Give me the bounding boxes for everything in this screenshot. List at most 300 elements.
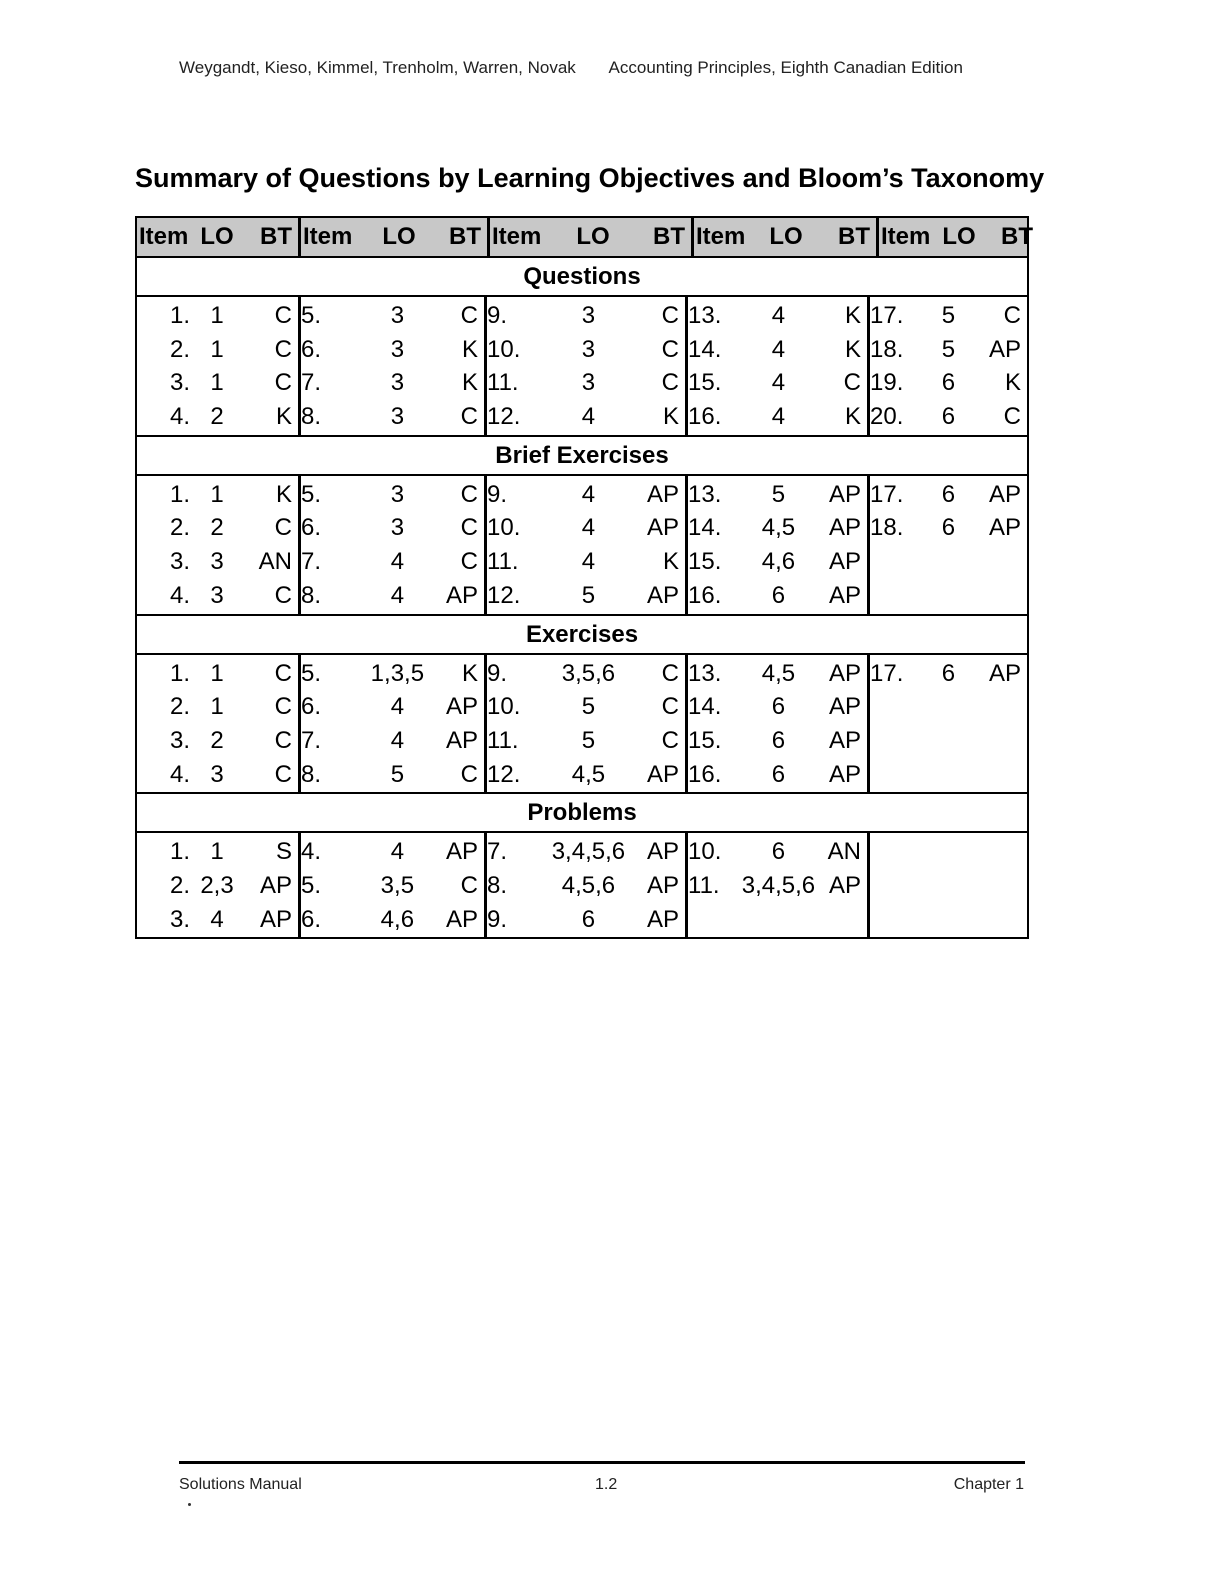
item-number: 1.	[169, 838, 190, 866]
item-number: 18.	[870, 335, 904, 363]
learning-objective: 2	[210, 403, 224, 431]
item-number: 13.	[688, 302, 722, 329]
section-body	[137, 833, 1027, 937]
table-row	[137, 690, 298, 724]
bloom-level: C	[460, 403, 478, 431]
bloom-level: AP	[646, 480, 679, 508]
item-number: 11.	[487, 369, 519, 397]
section-column	[137, 297, 298, 435]
section-column	[867, 655, 1027, 793]
table-row	[137, 657, 298, 691]
table-row	[870, 400, 1027, 434]
bloom-level: K	[461, 659, 478, 687]
section-heading: Problems	[137, 794, 1027, 833]
table-header-row	[137, 218, 1033, 258]
header-lo: LO	[200, 223, 234, 250]
table-row	[137, 478, 298, 512]
section-heading: Brief Exercises	[137, 437, 1027, 476]
learning-objective: 5	[581, 693, 596, 721]
bloom-level: AP	[445, 581, 478, 609]
bloom-level: AP	[445, 838, 478, 866]
table-row	[487, 400, 685, 434]
bloom-level: C	[661, 335, 679, 363]
table-row	[870, 758, 1027, 792]
section-column	[484, 476, 685, 614]
learning-objective: 4	[771, 369, 786, 397]
footer-page-number: 1.2	[595, 1476, 618, 1493]
table-row	[870, 366, 1027, 400]
bloom-level: AP	[828, 726, 861, 754]
section-column	[867, 476, 1027, 614]
header-bt: BT	[1001, 223, 1033, 250]
learning-objective: 3	[210, 581, 224, 609]
learning-objective: 4	[210, 905, 224, 933]
bloom-level: K	[662, 548, 679, 576]
table-row	[487, 511, 685, 545]
bloom-level: AP	[828, 581, 861, 609]
page-title: Summary of Questions by Learning Objectives and Bloom’s Taxonomy	[135, 163, 1045, 193]
table-row	[137, 333, 298, 367]
header-group	[298, 218, 487, 256]
bloom-level: C	[460, 871, 478, 899]
section-column	[685, 655, 867, 793]
table-row	[688, 400, 867, 434]
bloom-level: C	[274, 302, 292, 329]
table-row	[137, 835, 298, 869]
bloom-level: AP	[828, 514, 861, 542]
table-row	[301, 835, 484, 869]
learning-objective: 4	[771, 403, 786, 431]
item-number: 3.	[169, 369, 190, 397]
bloom-level: C	[274, 659, 292, 687]
table-row	[301, 333, 484, 367]
item-number: 9.	[487, 302, 508, 329]
item-number: 7.	[301, 548, 322, 576]
learning-objective: 4	[581, 403, 596, 431]
bloom-level: K	[844, 302, 861, 329]
learning-objective: 4	[581, 480, 596, 508]
section-body	[137, 297, 1027, 437]
table-row	[137, 400, 298, 434]
item-number: 15.	[688, 548, 722, 576]
item-number: 14.	[688, 693, 722, 721]
bloom-level: C	[843, 369, 861, 397]
item-number: 12.	[487, 403, 521, 431]
bloom-level: C	[661, 693, 679, 721]
item-number: 5.	[301, 871, 322, 899]
bloom-level: C	[274, 760, 292, 788]
bloom-level: C	[274, 514, 292, 542]
bloom-level: AP	[988, 659, 1021, 687]
item-number: 5.	[301, 302, 322, 329]
section-heading: Questions	[137, 258, 1027, 297]
table-row	[870, 724, 1027, 758]
section-column	[685, 297, 867, 435]
bloom-level: C	[274, 335, 292, 363]
table-row	[688, 333, 867, 367]
bloom-level: AP	[828, 548, 861, 576]
item-number: 1.	[169, 480, 190, 508]
item-number: 14.	[688, 514, 722, 542]
learning-objective: 3,5	[380, 871, 415, 899]
bloom-level: K	[1004, 369, 1021, 397]
table-row	[870, 835, 1027, 869]
item-number: 9.	[487, 659, 508, 687]
header-group	[137, 218, 298, 256]
header-item: Item	[696, 223, 746, 250]
learning-objective: 6	[771, 760, 786, 788]
item-number: 4.	[169, 760, 190, 788]
learning-objective: 4	[390, 548, 405, 576]
table-row	[137, 366, 298, 400]
table-row	[301, 511, 484, 545]
table-row	[487, 758, 685, 792]
learning-objective: 3,4,5,6	[551, 838, 626, 866]
learning-objective: 1	[210, 302, 224, 329]
table-row	[870, 478, 1027, 512]
learning-objective: 4,5	[761, 659, 796, 687]
learning-objective: 4,6	[380, 905, 415, 933]
item-number: 11.	[487, 548, 519, 576]
header-group	[691, 218, 876, 256]
item-number: 6.	[301, 335, 322, 363]
bloom-level: C	[274, 726, 292, 754]
item-number: 3.	[169, 905, 190, 933]
footer-manual-label: Solutions Manual	[179, 1476, 302, 1493]
header-item: Item	[139, 223, 189, 250]
section-column	[867, 297, 1027, 435]
learning-objective: 4,5,6	[561, 871, 616, 899]
item-number: 14.	[688, 335, 722, 363]
bloom-level: AP	[988, 480, 1021, 508]
bloom-level: S	[275, 838, 292, 866]
header-lo: LO	[942, 223, 976, 250]
item-number: 19.	[870, 369, 904, 397]
learning-objective: 3	[581, 335, 596, 363]
learning-objective: 6	[771, 838, 786, 866]
item-number: 10.	[688, 838, 722, 866]
learning-objective: 5	[941, 335, 956, 363]
section-column	[685, 476, 867, 614]
table-row	[688, 903, 867, 937]
bloom-level: AP	[828, 480, 861, 508]
item-number: 6.	[301, 514, 322, 542]
learning-objective: 1	[210, 369, 224, 397]
learning-objective: 5	[390, 760, 405, 788]
item-number: 8.	[301, 403, 322, 431]
table-row	[137, 903, 298, 937]
section-column	[484, 833, 685, 937]
bloom-level: AP	[445, 905, 478, 933]
bloom-level: C	[661, 726, 679, 754]
section-column	[298, 297, 484, 435]
learning-objective: 6	[941, 403, 956, 431]
learning-objective: 6	[941, 480, 956, 508]
item-number: 4.	[301, 838, 322, 866]
learning-objective: 2,3	[200, 871, 234, 899]
item-number: 7.	[487, 838, 508, 866]
header-lo: LO	[769, 223, 803, 250]
learning-objective: 4	[581, 514, 596, 542]
item-number: 9.	[487, 905, 508, 933]
item-number: 10.	[487, 693, 521, 721]
table-row	[487, 545, 685, 579]
item-number: 18.	[870, 514, 904, 542]
table-row	[137, 869, 298, 903]
table-row	[688, 657, 867, 691]
table-row	[301, 579, 484, 613]
table-row	[870, 511, 1027, 545]
bloom-level: AP	[646, 838, 679, 866]
bloom-level: K	[461, 369, 478, 397]
table-row	[688, 366, 867, 400]
learning-objective: 5	[771, 480, 786, 508]
learning-objective: 4,6	[761, 548, 796, 576]
learning-objective: 2	[210, 514, 224, 542]
bloom-level: AP	[646, 514, 679, 542]
section-column	[137, 476, 298, 614]
table-row	[301, 545, 484, 579]
table-row	[301, 690, 484, 724]
table-row	[688, 724, 867, 758]
bloom-level: K	[662, 403, 679, 431]
item-number: 10.	[487, 335, 521, 363]
bloom-level: AP	[828, 760, 861, 788]
section-body	[137, 655, 1027, 795]
footer-dot	[188, 1503, 191, 1506]
table-row	[688, 511, 867, 545]
table-row	[137, 545, 298, 579]
learning-objective: 6	[941, 514, 956, 542]
item-number: 13.	[688, 480, 722, 508]
learning-objective: 3	[210, 548, 224, 576]
table-row	[137, 724, 298, 758]
learning-objective: 1	[210, 335, 224, 363]
table-row	[870, 333, 1027, 367]
bloom-level: AP	[445, 693, 478, 721]
bloom-level: C	[460, 548, 478, 576]
item-number: 15.	[688, 369, 722, 397]
learning-objective: 1	[210, 838, 224, 866]
item-number: 6.	[301, 905, 322, 933]
learning-objective: 3	[581, 369, 596, 397]
header-group	[487, 218, 691, 256]
section-column	[484, 297, 685, 435]
learning-objective: 4,5	[571, 760, 606, 788]
item-number: 9.	[487, 480, 508, 508]
table-row	[688, 545, 867, 579]
item-number: 17.	[870, 302, 904, 329]
item-number: 12.	[487, 760, 521, 788]
bloom-level: C	[274, 693, 292, 721]
bloom-level: C	[274, 581, 292, 609]
table-row	[870, 657, 1027, 691]
item-number: 5.	[301, 480, 322, 508]
learning-objective: 6	[771, 693, 786, 721]
item-number: 5.	[301, 659, 322, 687]
bloom-level: C	[661, 659, 679, 687]
item-number: 2.	[169, 335, 190, 363]
table-row	[870, 869, 1027, 903]
table-row	[870, 690, 1027, 724]
learning-objective: 3	[390, 369, 405, 397]
learning-objective: 4	[581, 548, 596, 576]
item-number: 12.	[487, 581, 521, 609]
item-number: 8.	[301, 581, 322, 609]
learning-objective: 3	[390, 403, 405, 431]
learning-objective: 4	[771, 302, 786, 329]
bloom-level: C	[460, 514, 478, 542]
table-row	[301, 478, 484, 512]
table-row	[487, 299, 685, 333]
bloom-level: K	[844, 403, 861, 431]
learning-objective: 3	[581, 302, 596, 329]
table-row	[301, 657, 484, 691]
table-row	[487, 903, 685, 937]
table-row	[301, 299, 484, 333]
table-row	[688, 478, 867, 512]
learning-objective: 3	[390, 302, 405, 329]
table-row	[688, 758, 867, 792]
item-number: 8.	[301, 760, 322, 788]
table-row	[487, 657, 685, 691]
table-row	[487, 579, 685, 613]
table-row	[137, 299, 298, 333]
item-number: 13.	[688, 659, 722, 687]
learning-objective: 1	[210, 480, 224, 508]
table-row	[487, 366, 685, 400]
table-row	[688, 869, 867, 903]
section-column	[484, 655, 685, 793]
bloom-level: C	[460, 760, 478, 788]
learning-objective: 5	[581, 581, 596, 609]
learning-objective: 6	[941, 659, 956, 687]
summary-table	[135, 216, 1033, 939]
item-number: 10.	[487, 514, 521, 542]
learning-objective: 5	[581, 726, 596, 754]
bloom-level: AP	[988, 514, 1021, 542]
item-number: 1.	[169, 659, 190, 687]
learning-objective: 6	[581, 905, 596, 933]
table-row	[137, 511, 298, 545]
learning-objective: 3	[390, 480, 405, 508]
table-row	[688, 690, 867, 724]
table-row	[301, 903, 484, 937]
learning-objective: 4	[390, 581, 405, 609]
table-row	[870, 903, 1027, 937]
bloom-level: AP	[259, 905, 292, 933]
table-row	[688, 299, 867, 333]
bloom-level: C	[460, 480, 478, 508]
header-lo: LO	[576, 223, 610, 250]
table-row	[137, 758, 298, 792]
bloom-level: AP	[646, 905, 679, 933]
learning-objective: 4	[390, 726, 405, 754]
learning-objective: 2	[210, 726, 224, 754]
learning-objective: 6	[941, 369, 956, 397]
bloom-level: K	[844, 335, 861, 363]
section-heading: Exercises	[137, 616, 1027, 655]
section-column	[867, 833, 1027, 937]
bloom-level: C	[661, 302, 679, 329]
bloom-level: AP	[828, 693, 861, 721]
table-row	[487, 333, 685, 367]
learning-objective: 4,5	[761, 514, 796, 542]
bloom-level: C	[274, 369, 292, 397]
learning-objective: 5	[941, 302, 956, 329]
bloom-level: AP	[646, 760, 679, 788]
header-bt: BT	[260, 223, 292, 250]
running-head-authors: Weygandt, Kieso, Kimmel, Trenholm, Warren, Novak	[179, 58, 576, 77]
bloom-level: AP	[646, 871, 679, 899]
learning-objective: 3	[210, 760, 224, 788]
learning-objective: 3,4,5,6	[741, 871, 816, 899]
table-row	[301, 869, 484, 903]
item-number: 2.	[169, 693, 190, 721]
table-row	[870, 579, 1027, 613]
header-item: Item	[881, 223, 931, 250]
item-number: 15.	[688, 726, 722, 754]
item-number: 20.	[870, 403, 904, 431]
learning-objective: 6	[771, 581, 786, 609]
table-row	[688, 835, 867, 869]
table-row	[487, 690, 685, 724]
item-number: 7.	[301, 726, 322, 754]
bloom-level: C	[1003, 403, 1021, 431]
item-number: 4.	[169, 403, 190, 431]
bloom-level: AP	[259, 871, 292, 899]
item-number: 3.	[169, 548, 190, 576]
learning-objective: 3,5,6	[561, 659, 616, 687]
item-number: 11.	[688, 871, 720, 899]
learning-objective: 4	[390, 693, 405, 721]
table-row	[301, 366, 484, 400]
bloom-level: AP	[828, 871, 861, 899]
item-number: 2.	[169, 871, 190, 899]
table-row	[301, 758, 484, 792]
bloom-level: K	[461, 335, 478, 363]
item-number: 16.	[688, 581, 722, 609]
running-head	[179, 58, 1039, 78]
bloom-level: AP	[988, 335, 1021, 363]
table-row	[487, 724, 685, 758]
item-number: 11.	[487, 726, 519, 754]
footer-chapter-label: Chapter 1	[953, 1476, 1024, 1493]
bloom-level: AP	[445, 726, 478, 754]
learning-objective: 1	[210, 693, 224, 721]
table-row	[301, 400, 484, 434]
bloom-level: C	[460, 302, 478, 329]
table-row	[301, 724, 484, 758]
item-number: 16.	[688, 760, 722, 788]
item-number: 6.	[301, 693, 322, 721]
item-number: 16.	[688, 403, 722, 431]
table-row	[487, 478, 685, 512]
header-lo: LO	[382, 223, 416, 250]
header-group	[876, 218, 1039, 256]
item-number: 17.	[870, 480, 904, 508]
table-row	[870, 299, 1027, 333]
bloom-level: AP	[646, 581, 679, 609]
header-bt: BT	[653, 223, 685, 250]
item-number: 4.	[169, 581, 190, 609]
section-column	[137, 833, 298, 937]
section-column	[298, 655, 484, 793]
learning-objective: 4	[390, 838, 405, 866]
footer-rule	[179, 1461, 1025, 1464]
item-number: 3.	[169, 726, 190, 754]
bloom-level: C	[1003, 302, 1021, 329]
